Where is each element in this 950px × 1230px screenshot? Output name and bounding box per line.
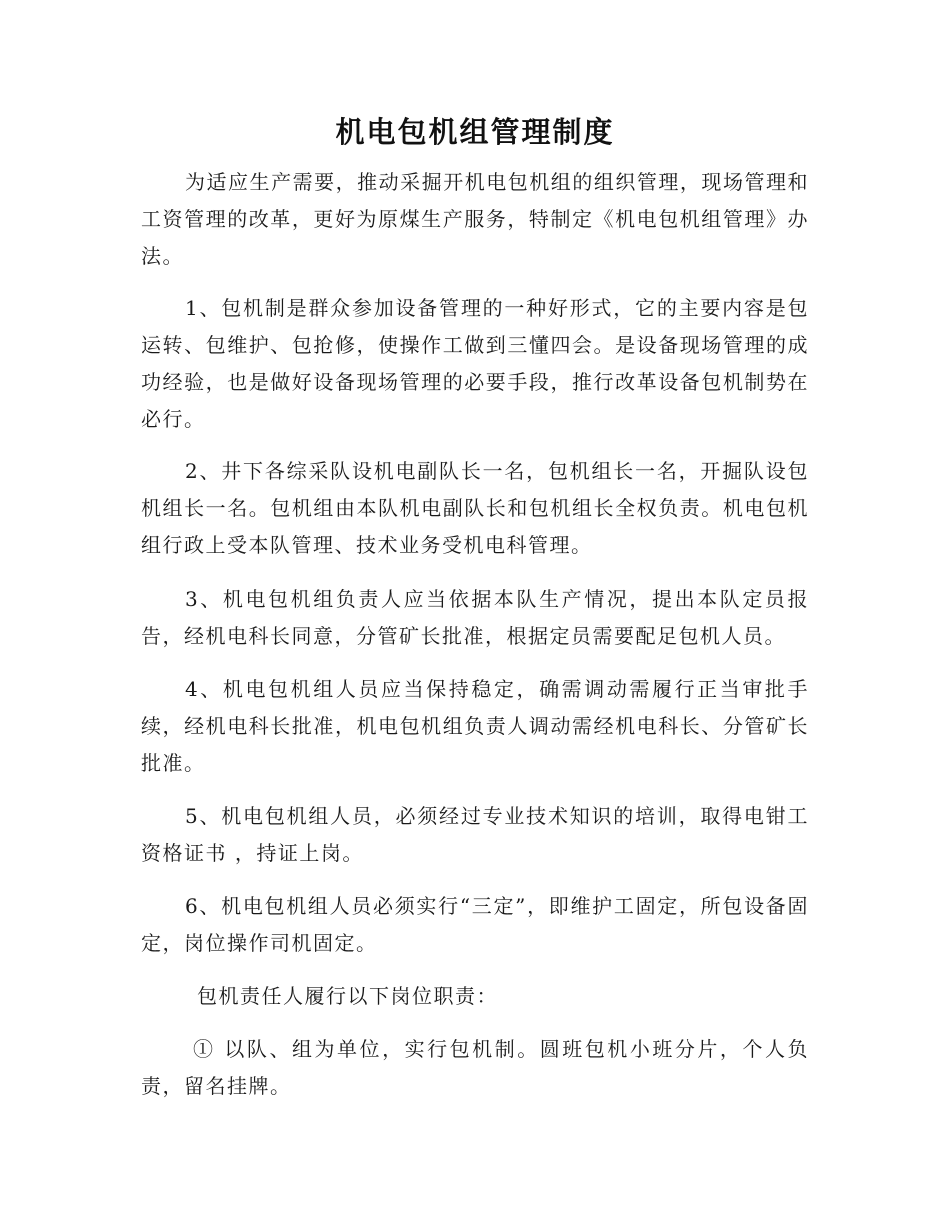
section-5-paragraph: 5、机电包机组人员，必须经过专业技术知识的培训，取得电钳工资格证书 ，持证上岗。	[141, 804, 809, 865]
section-1-paragraph: 1、包机制是群众参加设备管理的一种好形式，它的主要内容是包运转、包维护、包抢修，使操作工做到三懂四会。是设备现场管理的成功经验，也是做好设备现场管理的必要手段，推行改革设备包机制势在必行。	[141, 296, 809, 431]
section-3-paragraph: 3、机电包机组负责人应当依据本队生产情况，提出本队定员报告，经机电科长同意，分管矿长批准，根据定员需要配足包机人员。	[141, 587, 809, 648]
section-4-paragraph: 4、机电包机组人员应当保持稳定，确需调动需履行正当审批手续，经机电科长批准，机电包机组负责人调动需经机电科长、分管矿长批准。	[141, 677, 809, 775]
section-6-paragraph: 6、机电包机组人员必须实行“三定”，即维护工固定，所包设备固定，岗位操作司机固定。	[141, 894, 809, 955]
duties-heading: 包机责任人履行以下岗位职责：	[197, 984, 498, 1008]
duty-item-1: ① 以队、组为单位，实行包机制。圆班包机小班分片，个人负责，留名挂牌。	[141, 1037, 809, 1098]
section-2-paragraph: 2、井下各综采队设机电副队长一名，包机组长一名，开掘队设包机组长一名。包机组由本队机电副队长和包机组长全权负责。机电包机组行政上受本队管理、技术业务受机电科管理。	[141, 459, 809, 557]
intro-paragraph: 为适应生产需要，推动采掘开机电包机组的组织管理，现场管理和工资管理的改革，更好为原煤生产服务，特制定《机电包机组管理》办法。	[141, 170, 809, 268]
document-title: 机电包机组管理制度	[335, 115, 615, 149]
